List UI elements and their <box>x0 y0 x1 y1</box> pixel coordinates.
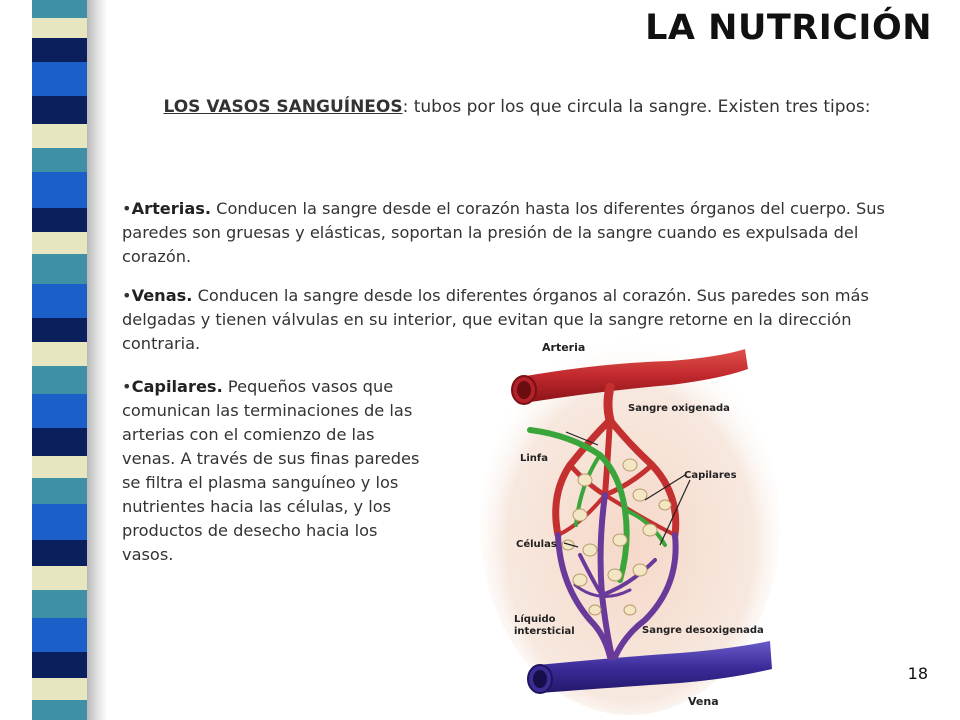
item-capilares: •Capilares. Pequeños vasos que comunican las terminaciones de las arterias con el comienzo de las venas. A través de sus finas paredes se filtra el plasma sanguíneo y los nutrientes hacia las células, y los productos de desecho hacia los vasos. <box>122 377 420 564</box>
stripe-segment <box>32 38 87 62</box>
stripe-segment <box>32 504 87 540</box>
label-linfa: Linfa <box>520 453 549 464</box>
label-intersticial: intersticial <box>514 626 575 637</box>
stripe-bar-shadow <box>87 0 107 720</box>
stripe-segment <box>32 208 87 232</box>
stripe-segment <box>32 62 87 96</box>
stripe-segment <box>32 284 87 318</box>
stripe-segment <box>32 0 87 18</box>
intro-text <box>122 93 912 122</box>
stripe-segment <box>32 254 87 284</box>
intro-definition: : tubos por los que circula la sangre. Existen tres tipos: <box>402 97 871 117</box>
item-venas: •Venas. Conducen la sangre desde los diferentes órganos al corazón. Sus paredes son más delgadas y tienen válvulas en su interior, que evitan que la sangre retorne en la dirección contraria. <box>122 286 869 353</box>
decorative-stripe-bar <box>32 0 87 720</box>
stripe-segment <box>32 148 87 172</box>
stripe-segment <box>32 366 87 394</box>
item-capilares-text: Pequeños vasos que comunican las terminaciones de las arterias con el comienzo de las venas. A través de sus finas paredes se filtra el plasma sanguíneo y los nutrientes hacia las células, y los productos de desecho hacia los vasos. <box>122 377 420 564</box>
stripe-segment <box>32 478 87 504</box>
label-vena: Vena <box>688 695 719 708</box>
capillary-network-illustration <box>480 335 780 720</box>
label-capilares: Capilares <box>684 470 737 481</box>
item-arterias-text: Conducen la sangre desde el corazón hasta los diferentes órganos del cuerpo. Sus paredes son gruesas y elásticas, soportan la presión de la sangre cuando es expulsada del corazón. <box>122 199 885 266</box>
stripe-segment <box>32 318 87 342</box>
stripe-segment <box>32 618 87 652</box>
label-arteria: Arteria <box>542 341 586 354</box>
item-arterias-name: Arterias. <box>131 199 212 218</box>
stripe-segment <box>32 678 87 700</box>
stripe-segment <box>32 700 87 720</box>
stripe-segment <box>32 232 87 254</box>
stripe-segment <box>32 18 87 38</box>
item-capilares-name: Capilares. <box>131 377 223 396</box>
stripe-segment <box>32 456 87 478</box>
stripe-segment <box>32 590 87 618</box>
stripe-segment <box>32 124 87 148</box>
stripe-segment <box>32 172 87 208</box>
item-venas-text: Conducen la sangre desde los diferentes órganos al corazón. Sus paredes son más delgadas y tienen válvulas en su interior, que evitan que la sangre retorne en la dirección contraria. <box>122 286 869 353</box>
stripe-segment <box>32 428 87 456</box>
stripe-segment <box>32 96 87 124</box>
stripe-segment <box>32 394 87 428</box>
item-arterias: •Arterias. Conducen la sangre desde el corazón hasta los diferentes órganos del cuerpo. Sus paredes son gruesas y elásticas, soportan la presión de la sangre cuando es expulsada del corazón. <box>122 199 885 266</box>
label-liquido: Líquido <box>514 614 556 625</box>
intro-term: LOS VASOS SANGUÍNEOS <box>163 97 403 117</box>
page-number: 18 <box>907 664 928 683</box>
label-celulas: Células <box>516 539 557 550</box>
stripe-segment <box>32 540 87 566</box>
stripe-segment <box>32 342 87 366</box>
stripe-segment <box>32 566 87 590</box>
stripe-segment <box>32 652 87 678</box>
item-venas-name: Venas. <box>131 286 193 305</box>
label-sangre-desoxigenada: Sangre desoxigenada <box>642 625 764 636</box>
label-sangre-oxigenada: Sangre oxigenada <box>628 403 730 414</box>
slide-title: LA NUTRICIÓN <box>645 8 932 48</box>
